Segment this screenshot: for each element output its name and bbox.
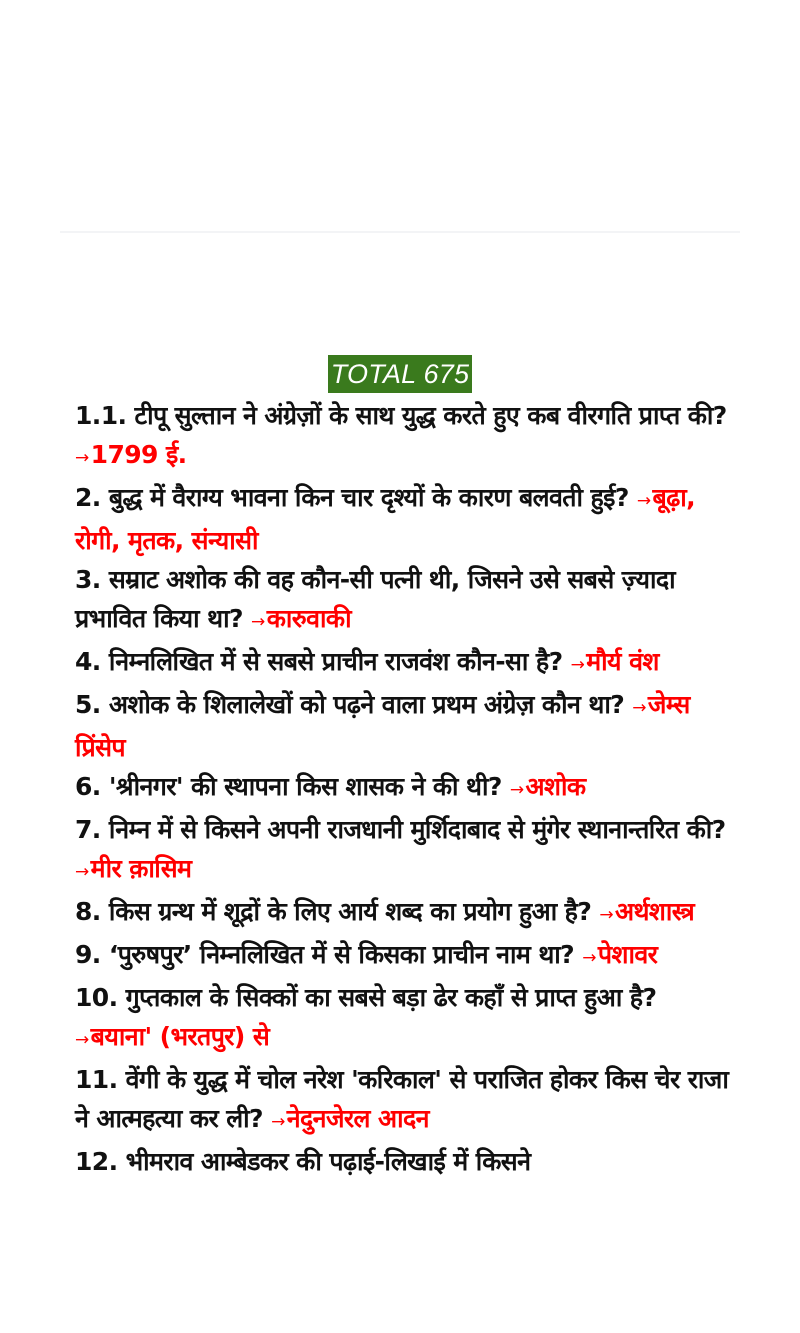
question-text: किस ग्रन्थ में शूद्रों के लिए आर्य शब्द का प्रयोग हुआ है? (108, 897, 592, 926)
question-number: 4. (75, 647, 101, 676)
arrow-right-icon: → (570, 655, 585, 675)
arrow-right-icon: → (599, 905, 613, 925)
question-text: ‘पुरुषपुर’ निम्नलिखित में से किसका प्राचीन नाम था? (108, 940, 575, 969)
arrow-right-icon: → (75, 862, 89, 882)
total-count-badge: TOTAL 675 (328, 355, 472, 393)
question-number: 11. (75, 1065, 118, 1094)
answer-text: बयाना' (भरतपुर) से (90, 1022, 270, 1051)
answer-text: नेदुनजेरल आदन (286, 1104, 429, 1133)
question-item (75, 478, 735, 560)
question-text: अशोक के शिलालेखों को पढ़ने वाला प्रथम अंग्रेज़ कौन था? (108, 690, 625, 719)
question-item (75, 560, 735, 642)
top-divider (60, 231, 740, 233)
answer-text: पेशावर (597, 940, 658, 969)
question-item (75, 1142, 735, 1181)
arrow-right-icon: → (75, 1030, 89, 1050)
question-item (75, 642, 735, 685)
answer-text: अर्थशास्त्र (615, 897, 695, 926)
question-item (75, 396, 735, 478)
question-text: गुप्तकाल के सिक्कों का सबसे बड़ा ढेर कहाँ से प्राप्त हुआ है? (125, 983, 657, 1012)
question-text: निम्नलिखित में से सबसे प्राचीन राजवंश कौन-सा है? (108, 647, 563, 676)
question-number: 10. (75, 983, 118, 1012)
answer-text: जेम्स प्रिंसेप (75, 690, 690, 762)
question-number: 9. (75, 940, 101, 969)
question-number: 1.1. (75, 401, 127, 430)
question-list (75, 396, 735, 1181)
question-number: 8. (75, 897, 101, 926)
question-number: 7. (75, 815, 101, 844)
arrow-right-icon: → (251, 612, 265, 632)
question-item (75, 767, 735, 810)
question-text: वेंगी के युद्ध में चोल नरेश 'करिकाल' से पराजित होकर किस चेर राजा ने आत्महत्या कर ली? (75, 1065, 729, 1133)
question-item (75, 1060, 735, 1142)
question-item (75, 978, 735, 1060)
arrow-right-icon: → (582, 948, 596, 968)
question-number: 2. (75, 483, 101, 512)
question-item (75, 810, 735, 892)
question-text: निम्न में से किसने अपनी राजधानी मुर्शिदाबाद से मुंगेर स्थानान्तरित की? (108, 815, 726, 844)
question-number: 6. (75, 772, 101, 801)
question-number: 5. (75, 690, 101, 719)
question-text: भीमराव आम्बेडकर की पढ़ाई-लिखाई में किसने (125, 1147, 531, 1176)
answer-text: कारुवाकी (266, 604, 351, 633)
question-number: 3. (75, 565, 101, 594)
question-text: बुद्ध में वैराग्य भावना किन चार दृश्यों के कारण बलवती हुई? (108, 483, 629, 512)
question-item (75, 685, 735, 767)
arrow-right-icon: → (75, 448, 89, 468)
arrow-right-icon: → (636, 491, 651, 511)
question-text: टीपू सुल्तान ने अंग्रेज़ों के साथ युद्ध करते हुए कब वीरगति प्राप्त की? (134, 401, 727, 430)
question-number: 12. (75, 1147, 118, 1176)
arrow-right-icon: → (271, 1112, 285, 1132)
arrow-right-icon: → (509, 780, 524, 800)
answer-text: 1799 ई. (90, 440, 187, 469)
arrow-right-icon: → (632, 698, 646, 718)
answer-text: बूढ़ा, रोगी, मृतक, संन्यासी (75, 483, 696, 555)
question-item (75, 935, 735, 978)
question-text: 'श्रीनगर' की स्थापना किस शासक ने की थी? (108, 772, 502, 801)
question-item (75, 892, 735, 935)
answer-text: मौर्य वंश (586, 647, 659, 676)
answer-text: अशोक (525, 772, 586, 801)
title-container (0, 355, 800, 393)
answer-text: मीर क़ासिम (90, 854, 192, 883)
question-text: सम्राट अशोक की वह कौन-सी पत्नी थी, जिसने उसे सबसे ज़्यादा प्रभावित किया था? (75, 565, 675, 633)
